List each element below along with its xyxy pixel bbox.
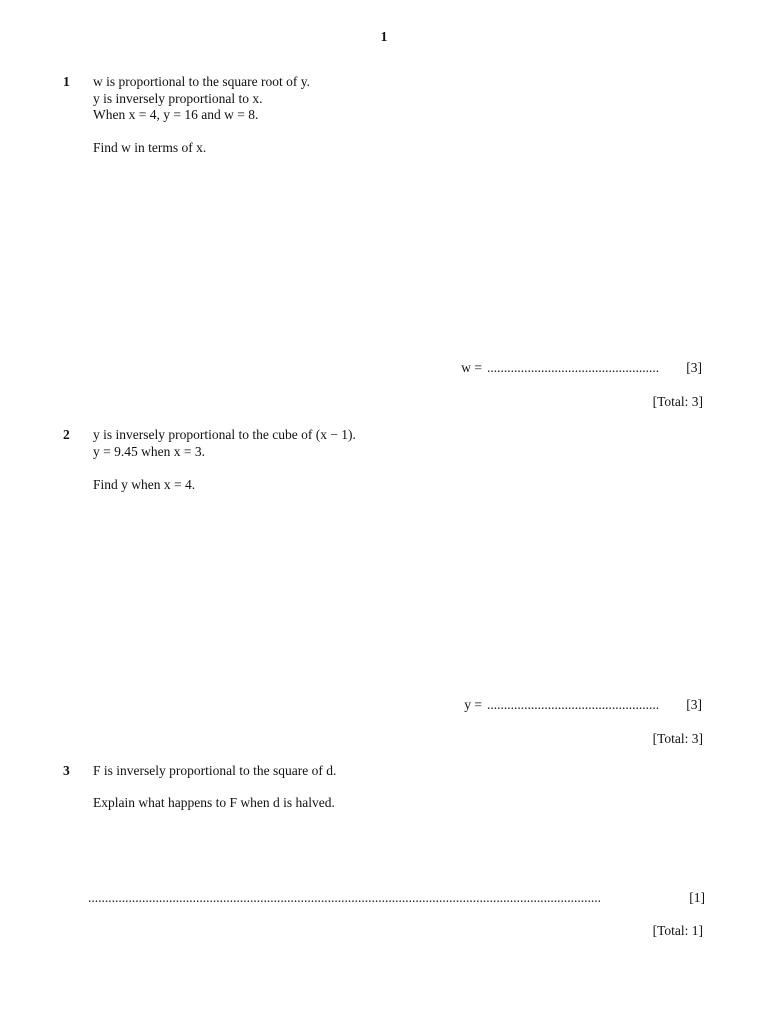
question-line: When x = 4, y = 16 and w = 8. [93, 107, 259, 122]
question-line: y is inversely proportional to x. [93, 91, 263, 106]
answer-label: y = [464, 697, 482, 712]
total-marks: [Total: 3] [652, 731, 703, 746]
question-number: 3 [63, 763, 70, 778]
answer-line[interactable]: ................................................... [487, 697, 660, 712]
question-number: 1 [63, 74, 70, 89]
question-instruction: Explain what happens to F when d is halved. [93, 795, 335, 810]
question-instruction: Find w in terms of x. [93, 140, 207, 155]
question-line: F is inversely proportional to the square of d. [93, 763, 337, 778]
answer-line[interactable]: ........................................................................................................................................................ [88, 890, 601, 905]
total-marks: [Total: 3] [652, 394, 703, 409]
question-instruction: Find y when x = 4. [93, 477, 196, 492]
question-line: w is proportional to the square root of y. [93, 74, 310, 89]
question-number: 2 [63, 427, 70, 442]
page-number: 1 [380, 29, 388, 44]
marks: [3] [686, 360, 702, 375]
answer-label: w = [461, 360, 482, 375]
marks: [1] [689, 890, 705, 905]
total-marks: [Total: 1] [652, 923, 703, 938]
answer-line[interactable]: ................................................... [487, 360, 660, 375]
question-line: y = 9.45 when x = 3. [93, 444, 205, 459]
question-line: y is inversely proportional to the cube of (x − 1). [93, 427, 356, 442]
marks: [3] [686, 697, 702, 712]
